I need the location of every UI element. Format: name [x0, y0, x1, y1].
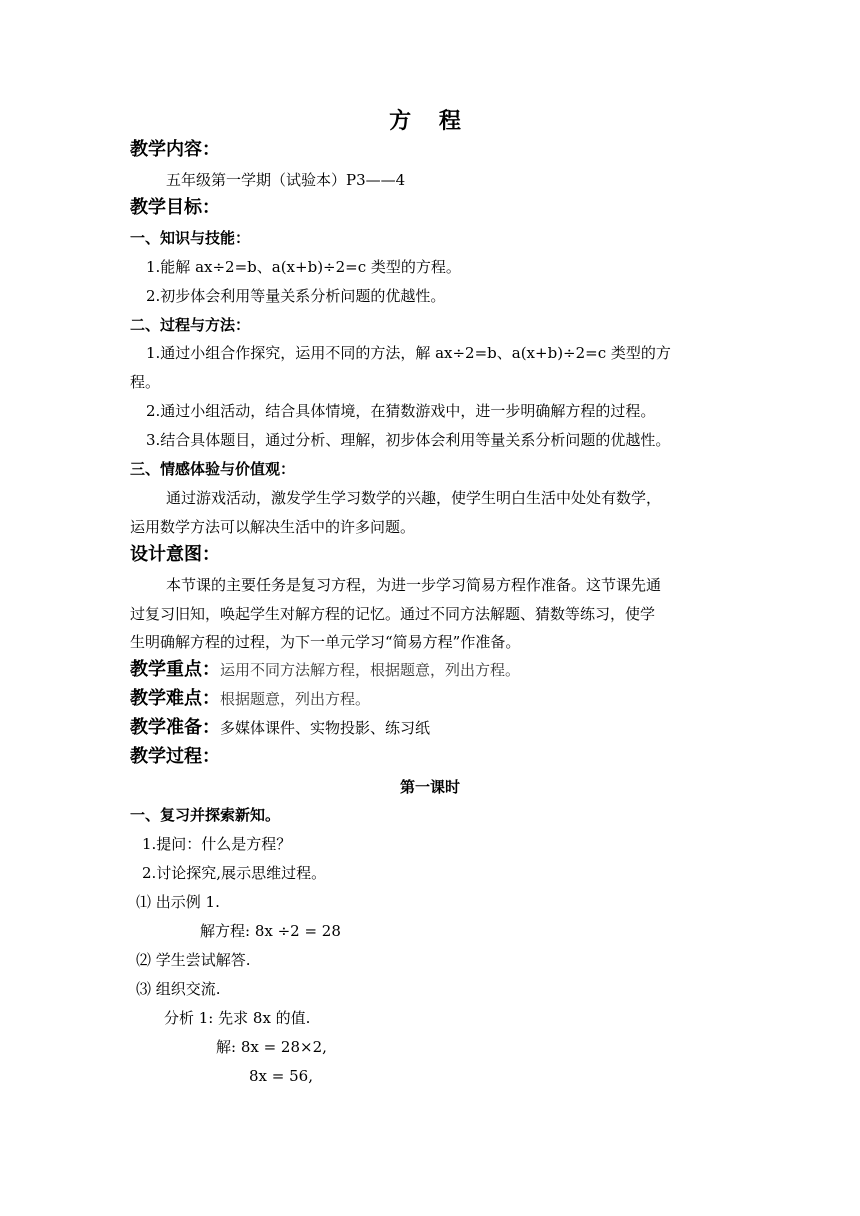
content-heading: 教学内容： [130, 139, 220, 160]
content-text: 五年级第一学期（试验本）P3——4 [166, 171, 406, 189]
process-heading: 教学过程： [130, 746, 220, 767]
goal1-item: 2.初步体会利用等量关系分析问题的优越性。 [146, 287, 446, 305]
section1-line: 2.讨论探究,展示思维过程。 [142, 864, 327, 882]
goal2-item: 2.通过小组活动，结合具体情境，在猜数游戏中，进一步明确解方程的过程。 [146, 402, 656, 420]
difficulty-label: 教学难点： [130, 688, 220, 709]
difficulty-text: 根据题意，列出方程。 [220, 690, 371, 708]
design-line: 过复习旧知，唤起学生对解方程的记忆。通过不同方法解题、猜数等练习，使学 [130, 605, 656, 623]
preparation [130, 716, 430, 740]
design-line: 本节课的主要任务是复习方程，为进一步学习简易方程作准备。这节课先通 [166, 576, 662, 594]
section1-line: ⑴ 出示例 1. [136, 893, 220, 911]
goal1-heading: 一、知识与技能： [130, 229, 251, 247]
goal3-line: 运用数学方法可以解决生活中的许多问题。 [130, 518, 416, 536]
design-line: 生明确解方程的过程，为下一单元学习“简易方程”作准备。 [130, 633, 521, 651]
solution-line: 解: 8x = 28×2, [216, 1038, 327, 1056]
key-points [130, 658, 520, 682]
goal2-item: 程。 [130, 373, 161, 391]
goal2-heading: 二、过程与方法： [130, 316, 251, 334]
design-heading: 设计意图： [130, 544, 220, 565]
goal2-item: 1.通过小组合作探究，运用不同的方法，解 ax÷2=b、a(x+b)÷2=c 类型的方 [146, 344, 671, 362]
section1-line: ⑶ 组织交流. [136, 980, 221, 998]
section1-line: 1.提问：什么是方程？ [142, 835, 292, 853]
goal3-heading: 三、情感体验与价值观： [130, 460, 296, 478]
section1-line: ⑵ 学生尝试解答. [136, 951, 251, 969]
key-points-text: 运用不同方法解方程，根据题意，列出方程。 [220, 661, 521, 679]
analysis-line: 分析 1: 先求 8x 的值. [164, 1009, 311, 1027]
preparation-label: 教学准备： [130, 717, 220, 738]
difficulty [130, 687, 370, 711]
key-points-label: 教学重点： [130, 659, 220, 680]
goals-heading: 教学目标： [130, 197, 220, 218]
page-title: 方 程 [389, 109, 471, 134]
goal3-line: 通过游戏活动，激发学生学习数学的兴趣，使学生明白生活中处处有数学， [166, 489, 662, 507]
preparation-text: 多媒体课件、实物投影、练习纸 [220, 719, 431, 737]
goal2-item: 3.结合具体题目，通过分析、理解，初步体会利用等量关系分析问题的优越性。 [146, 431, 671, 449]
goal1-item: 1.能解 ax÷2=b、a(x+b)÷2=c 类型的方程。 [146, 258, 461, 276]
equation: 解方程: 8x ÷2 = 28 [200, 922, 341, 940]
lesson-title: 第一课时 [399, 778, 460, 796]
section1-heading: 一、复习并探索新知。 [130, 806, 281, 824]
solution-line: 8x = 56, [249, 1067, 313, 1085]
